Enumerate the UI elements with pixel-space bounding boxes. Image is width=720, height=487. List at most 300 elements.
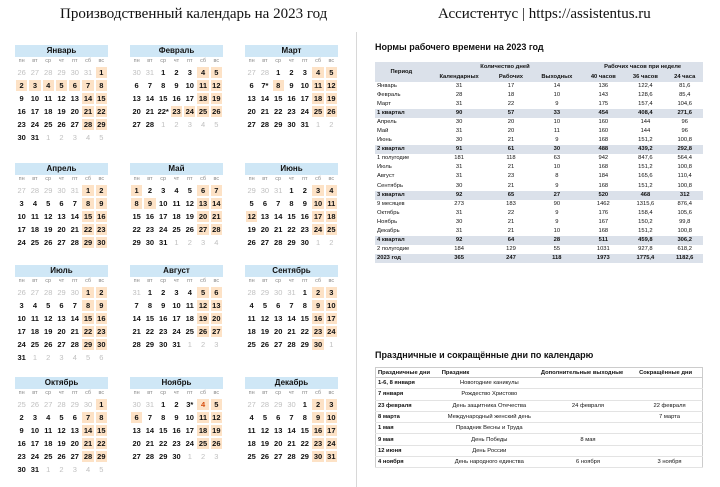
day-cell: 9 xyxy=(170,79,183,92)
weekday-label: ср xyxy=(45,58,52,64)
day-cell: 6 xyxy=(272,299,285,312)
weekday-label: пт xyxy=(72,58,78,64)
day-cell: 21 xyxy=(258,105,271,118)
weekday-label: чт xyxy=(288,176,295,182)
day-cell: 12 xyxy=(210,411,223,424)
table-row xyxy=(375,172,703,181)
weekday-label: пн xyxy=(133,176,140,182)
day-cell: 31 xyxy=(272,184,285,197)
table-cell: 271,6 xyxy=(666,109,703,118)
weekday-label: вт xyxy=(32,278,38,284)
day-cell: 2 xyxy=(15,411,28,424)
day-cell: 1 xyxy=(272,66,285,79)
calendar-grid xyxy=(15,45,345,485)
day-cell: 3 xyxy=(170,286,183,299)
day-cell: 3 xyxy=(15,197,28,210)
table-cell xyxy=(539,423,637,434)
weekday-header xyxy=(245,277,338,286)
table-cell: 564,4 xyxy=(677,155,692,162)
day-cell: 5 xyxy=(210,118,223,131)
day-cell: 2 xyxy=(157,286,170,299)
day-cell: 26 xyxy=(42,338,55,351)
day-cell: 8 xyxy=(272,79,285,92)
table-cell: 11 xyxy=(553,128,560,135)
day-cell: 29 xyxy=(81,338,94,351)
day-cell: 28 xyxy=(42,286,55,299)
weekday-label: ср xyxy=(160,390,167,396)
day-cell: 30 xyxy=(55,184,68,197)
day-cell: 6 xyxy=(55,197,68,210)
day-cell: 20 xyxy=(258,223,271,236)
day-cell: 8 xyxy=(157,411,170,424)
day-cell: 12 xyxy=(258,312,271,325)
day-cell: 18 xyxy=(170,210,183,223)
day-cell: 19 xyxy=(42,325,55,338)
table-cell: 3 ноября xyxy=(637,457,702,468)
day-cell: 15 xyxy=(157,424,170,437)
day-cell: 15 xyxy=(285,210,298,223)
table-cell: 96 xyxy=(681,119,688,126)
day-cell: 5 xyxy=(95,131,108,144)
table-cell: 21 xyxy=(507,227,515,234)
day-cell: 25 xyxy=(183,325,196,338)
table-row xyxy=(375,82,703,91)
day-cell: 9 xyxy=(143,197,156,210)
day-cell: 29 xyxy=(298,450,311,463)
day-cell: 15 xyxy=(298,424,311,437)
day-cell: 27 xyxy=(245,66,258,79)
table-cell: 151,2 xyxy=(638,137,653,144)
table-cell: 157,4 xyxy=(638,101,653,108)
day-cell: 4 xyxy=(245,299,258,312)
day-cell: 11 xyxy=(183,299,196,312)
table-cell: 30 xyxy=(455,218,463,225)
day-cell: 6 xyxy=(68,79,81,92)
weekday-label: вт xyxy=(262,176,268,182)
weekday-label: чт xyxy=(58,58,65,64)
day-cell: 6 xyxy=(68,411,81,424)
day-cell: 2 xyxy=(170,118,183,131)
table-cell: 168 xyxy=(598,182,609,189)
table-cell: 4 ноября xyxy=(376,457,440,468)
day-cell: 7 xyxy=(130,299,143,312)
weekday-label: чт xyxy=(58,390,65,396)
table-cell: 10 xyxy=(553,92,561,99)
table-cell: 85,4 xyxy=(679,92,691,99)
weekday-label: пн xyxy=(18,278,25,284)
day-cell: 21 xyxy=(68,325,81,338)
day-cell: 26 xyxy=(28,398,41,411)
table-cell: Апрель xyxy=(377,119,397,126)
day-cell: 31 xyxy=(81,66,94,79)
month-name: Июнь xyxy=(245,163,338,175)
table-cell: Февраль xyxy=(377,92,401,99)
day-cell: 11 xyxy=(245,424,258,437)
day-cell: 22 xyxy=(143,325,156,338)
day-cell: 16 xyxy=(285,92,298,105)
weekday-label: ср xyxy=(45,176,52,182)
day-cell: 31 xyxy=(170,338,183,351)
day-cell: 11 xyxy=(245,312,258,325)
day-cell: 17 xyxy=(325,424,338,437)
table-cell: 129 xyxy=(506,245,516,252)
day-cell: 9 xyxy=(95,299,108,312)
day-cell: 17 xyxy=(183,92,196,105)
weekday-header xyxy=(15,57,108,66)
table-row xyxy=(376,423,703,434)
weekday-label: чт xyxy=(288,58,295,64)
table-cell xyxy=(637,378,702,389)
table-row xyxy=(375,118,703,127)
day-cell: 8 xyxy=(95,411,108,424)
day-cell: 3 xyxy=(210,338,223,351)
day-cell: 11 xyxy=(196,411,209,424)
weekday-header xyxy=(15,277,108,286)
table-cell: 31 xyxy=(455,128,463,135)
day-cell: 19 xyxy=(245,223,258,236)
day-cell: 19 xyxy=(55,105,68,118)
day-cell: 20 xyxy=(210,312,223,325)
day-cell: 15 xyxy=(130,210,143,223)
day-cell: 27 xyxy=(272,450,285,463)
day-cell: 24 xyxy=(311,223,324,236)
day-cell: 1 xyxy=(143,286,156,299)
weekday-label: сб xyxy=(200,176,207,182)
day-cell: 27 xyxy=(196,223,209,236)
day-cell: 27 xyxy=(258,236,271,249)
weekday-label: сб xyxy=(85,278,92,284)
table-cell: 18 xyxy=(507,92,515,99)
day-cell: 31 xyxy=(143,398,156,411)
day-cell: 26 xyxy=(55,450,68,463)
table-cell: 2023 год xyxy=(375,254,428,263)
day-cell: 7 xyxy=(143,79,156,92)
day-grid xyxy=(130,184,223,249)
day-cell: 13 xyxy=(210,299,223,312)
day-cell: 1 xyxy=(81,286,94,299)
col-holiday-date: Праздничные дни xyxy=(376,368,440,378)
weekday-label: вт xyxy=(262,390,268,396)
day-cell: 29 xyxy=(245,184,258,197)
table-cell: 181 xyxy=(454,155,464,162)
day-cell: 25 xyxy=(28,338,41,351)
table-cell: День Победы xyxy=(440,434,539,445)
day-cell: 5 xyxy=(42,299,55,312)
weekday-header xyxy=(15,175,108,184)
weekday-label: вс xyxy=(328,278,335,284)
day-cell: 18 xyxy=(28,325,41,338)
month-name: Сентябрь xyxy=(245,265,338,277)
day-cell: 14 xyxy=(210,197,223,210)
day-cell: 13 xyxy=(245,92,258,105)
month-6 xyxy=(15,265,108,364)
day-cell: 12 xyxy=(210,79,223,92)
day-cell: 12 xyxy=(55,424,68,437)
table-row xyxy=(375,254,703,263)
month-9 xyxy=(15,377,108,476)
day-cell: 26 xyxy=(196,325,209,338)
day-cell: 28 xyxy=(68,338,81,351)
day-cell: 3 xyxy=(15,299,28,312)
table-cell: 81,6 xyxy=(679,83,691,90)
day-cell: 10 xyxy=(183,79,196,92)
weekday-label: сб xyxy=(315,278,322,284)
day-cell: 17 xyxy=(183,424,196,437)
day-cell: 29 xyxy=(95,118,108,131)
month-5 xyxy=(245,163,338,249)
table-cell: 21 xyxy=(507,218,515,225)
table-row xyxy=(375,127,703,136)
month-name: Октябрь xyxy=(15,377,108,389)
day-cell: 3 xyxy=(210,450,223,463)
day-cell: 2 xyxy=(325,236,338,249)
table-row xyxy=(376,378,703,389)
day-grid xyxy=(15,398,108,476)
day-cell: 12 xyxy=(258,424,271,437)
table-cell: 150,2 xyxy=(638,218,653,225)
day-cell: 29 xyxy=(42,184,55,197)
table-cell: 31 xyxy=(455,173,463,180)
day-cell: 18 xyxy=(325,210,338,223)
day-cell: 30 xyxy=(15,131,28,144)
weekday-label: пн xyxy=(133,58,140,64)
table-cell: 23 xyxy=(507,173,515,180)
table-row xyxy=(375,191,703,200)
day-cell: 1 xyxy=(325,338,338,351)
day-cell: 10 xyxy=(170,299,183,312)
table-cell: Июль xyxy=(377,164,392,171)
day-cell: 18 xyxy=(42,437,55,450)
day-cell: 5 xyxy=(81,351,94,364)
weekday-label: вс xyxy=(328,176,335,182)
day-cell: 2 xyxy=(298,184,311,197)
weekday-label: чт xyxy=(173,58,180,64)
month-name: Август xyxy=(130,265,223,277)
day-cell: 2 xyxy=(311,286,324,299)
day-cell: 30 xyxy=(157,338,170,351)
table-cell xyxy=(637,389,702,400)
weekday-header xyxy=(15,389,108,398)
table-cell: 160 xyxy=(598,119,609,126)
day-cell: 23 xyxy=(311,325,324,338)
day-cell: 10 xyxy=(325,411,338,424)
day-cell: 11 xyxy=(28,210,41,223)
month-1 xyxy=(130,45,223,131)
day-cell: 16 xyxy=(143,210,156,223)
month-0 xyxy=(15,45,108,144)
day-cell: 12 xyxy=(55,92,68,105)
day-cell: 22 xyxy=(95,437,108,450)
day-cell: 28 xyxy=(68,236,81,249)
weekday-label: вс xyxy=(328,390,335,396)
table-cell: 22 xyxy=(507,209,515,216)
table-cell: 105,6 xyxy=(677,209,692,216)
day-cell: 12 xyxy=(245,210,258,223)
day-cell: 30 xyxy=(130,66,143,79)
day-cell: 27 xyxy=(28,286,41,299)
site-name: Ассистентус | https://assistentus.ru xyxy=(438,6,651,22)
month-4 xyxy=(130,163,223,249)
day-cell: 6 xyxy=(130,411,143,424)
day-cell: 9 xyxy=(15,92,28,105)
day-grid xyxy=(130,286,223,351)
day-cell: 26 xyxy=(15,66,28,79)
day-cell: 12 xyxy=(42,210,55,223)
table-cell: 168 xyxy=(598,227,609,234)
weekday-label: пн xyxy=(248,278,255,284)
day-cell: 25 xyxy=(170,223,183,236)
day-cell: 2 xyxy=(95,184,108,197)
month-name: Январь xyxy=(15,45,108,57)
day-cell: 28 xyxy=(258,66,271,79)
day-cell: 7 xyxy=(143,411,156,424)
day-cell: 5 xyxy=(55,79,68,92)
table-cell: 144 xyxy=(640,119,651,126)
day-cell: 21 xyxy=(81,437,94,450)
day-cell: 2 xyxy=(170,66,183,79)
weekday-label: вт xyxy=(147,278,153,284)
table-cell: 12 июня xyxy=(376,445,440,456)
table-cell: Март xyxy=(377,101,391,108)
day-cell: 22 xyxy=(298,325,311,338)
table-cell: 9 месяцев xyxy=(377,200,405,207)
table-cell: 151,2 xyxy=(638,182,653,189)
day-cell: 14 xyxy=(143,92,156,105)
day-cell: 30 xyxy=(15,463,28,476)
table-cell: 92 xyxy=(428,191,491,200)
day-cell: 21 xyxy=(68,223,81,236)
table-cell: 365 xyxy=(428,254,491,263)
weekday-label: вт xyxy=(147,390,153,396)
table-cell: 273 xyxy=(454,200,464,207)
table-cell: 31 xyxy=(455,209,463,216)
table-cell: 165,6 xyxy=(638,173,653,180)
day-cell: 5 xyxy=(210,398,223,411)
table-cell: 92 xyxy=(428,236,491,245)
day-cell: 23 xyxy=(15,118,28,131)
day-cell: 2 xyxy=(311,398,324,411)
day-cell: 15 xyxy=(143,312,156,325)
day-cell: 4 xyxy=(311,66,324,79)
table-cell: 122,4 xyxy=(638,83,653,90)
table-cell: 30 xyxy=(455,119,463,126)
day-cell: 28 xyxy=(42,66,55,79)
table-cell: Январь xyxy=(377,83,397,90)
weekday-label: вс xyxy=(98,278,105,284)
weekday-label: вт xyxy=(32,58,38,64)
day-cell: 17 xyxy=(28,105,41,118)
table-cell: 927,8 xyxy=(638,245,653,252)
table-row xyxy=(375,145,703,154)
day-cell: 4 xyxy=(28,299,41,312)
day-cell: 29 xyxy=(130,236,143,249)
table-cell: 9 xyxy=(555,218,559,225)
day-cell: 28 xyxy=(143,118,156,131)
day-cell: 29 xyxy=(298,338,311,351)
day-cell: 14 xyxy=(81,92,94,105)
day-cell: 22 xyxy=(272,105,285,118)
day-cell: 24 xyxy=(298,105,311,118)
day-cell: 11 xyxy=(311,79,324,92)
day-cell: 30 xyxy=(170,450,183,463)
table-cell: Сентябрь xyxy=(377,182,403,189)
table-cell: 184 xyxy=(598,173,609,180)
day-cell: 3 xyxy=(325,286,338,299)
day-cell: 11 xyxy=(170,197,183,210)
table-cell: 4 квартал xyxy=(375,236,428,245)
weekday-label: ср xyxy=(45,278,52,284)
day-cell: 1 xyxy=(81,184,94,197)
day-grid xyxy=(15,184,108,249)
month-3 xyxy=(15,163,108,249)
day-cell: 9 xyxy=(170,411,183,424)
day-cell: 18 xyxy=(311,92,324,105)
table-row xyxy=(375,154,703,163)
table-cell: 1-6, 8 января xyxy=(376,378,440,389)
day-cell: 26 xyxy=(210,105,223,118)
weekday-label: ср xyxy=(160,278,167,284)
table-cell: 2 полугодие xyxy=(377,245,410,252)
day-cell: 29 xyxy=(95,450,108,463)
weekday-label: вс xyxy=(213,390,220,396)
day-cell: 26 xyxy=(210,437,223,450)
table-cell: 8 мая xyxy=(539,434,637,445)
day-cell: 1 xyxy=(298,398,311,411)
weekday-header xyxy=(245,57,338,66)
day-cell: 24 xyxy=(28,118,41,131)
table-cell: 21 xyxy=(507,137,515,144)
table-cell: 20 xyxy=(507,128,515,135)
table-cell: День народного единства xyxy=(440,457,539,468)
day-cell: 25 xyxy=(245,338,258,351)
day-cell: 2 xyxy=(55,131,68,144)
day-cell: 10 xyxy=(28,424,41,437)
day-cell: 2 xyxy=(95,286,108,299)
day-cell: 11 xyxy=(28,312,41,325)
table-cell: 100,8 xyxy=(677,137,692,144)
day-cell: 11 xyxy=(325,197,338,210)
day-cell: 12 xyxy=(183,197,196,210)
table-cell: 31 xyxy=(455,164,463,171)
day-cell: 13 xyxy=(55,210,68,223)
day-cell: 31 xyxy=(143,66,156,79)
table-row xyxy=(375,136,703,145)
day-cell: 3 xyxy=(68,463,81,476)
col-work: Рабочих xyxy=(491,72,532,82)
day-cell: 25 xyxy=(42,118,55,131)
weekday-label: вт xyxy=(147,176,153,182)
weekday-label: вт xyxy=(32,390,38,396)
day-cell: 14 xyxy=(258,92,271,105)
table-cell: 64 xyxy=(491,236,532,245)
weekday-header xyxy=(130,57,223,66)
day-cell: 16 xyxy=(311,424,324,437)
col-off: Выходных xyxy=(531,72,582,82)
day-cell: 8 xyxy=(81,299,94,312)
holidays-title: Праздничные и сокращённые дни по календарю xyxy=(375,350,594,360)
weekday-label: вс xyxy=(328,58,335,64)
weekday-label: сб xyxy=(315,58,322,64)
day-cell: 29 xyxy=(157,450,170,463)
weekday-label: пт xyxy=(187,278,193,284)
table-cell: 176 xyxy=(598,209,609,216)
day-cell: 1 xyxy=(285,184,298,197)
table-cell: Май xyxy=(377,128,389,135)
day-cell: 31 xyxy=(325,450,338,463)
table-cell xyxy=(637,445,702,456)
table-cell: 1 полугодие xyxy=(377,155,410,162)
day-cell: 31 xyxy=(285,286,298,299)
